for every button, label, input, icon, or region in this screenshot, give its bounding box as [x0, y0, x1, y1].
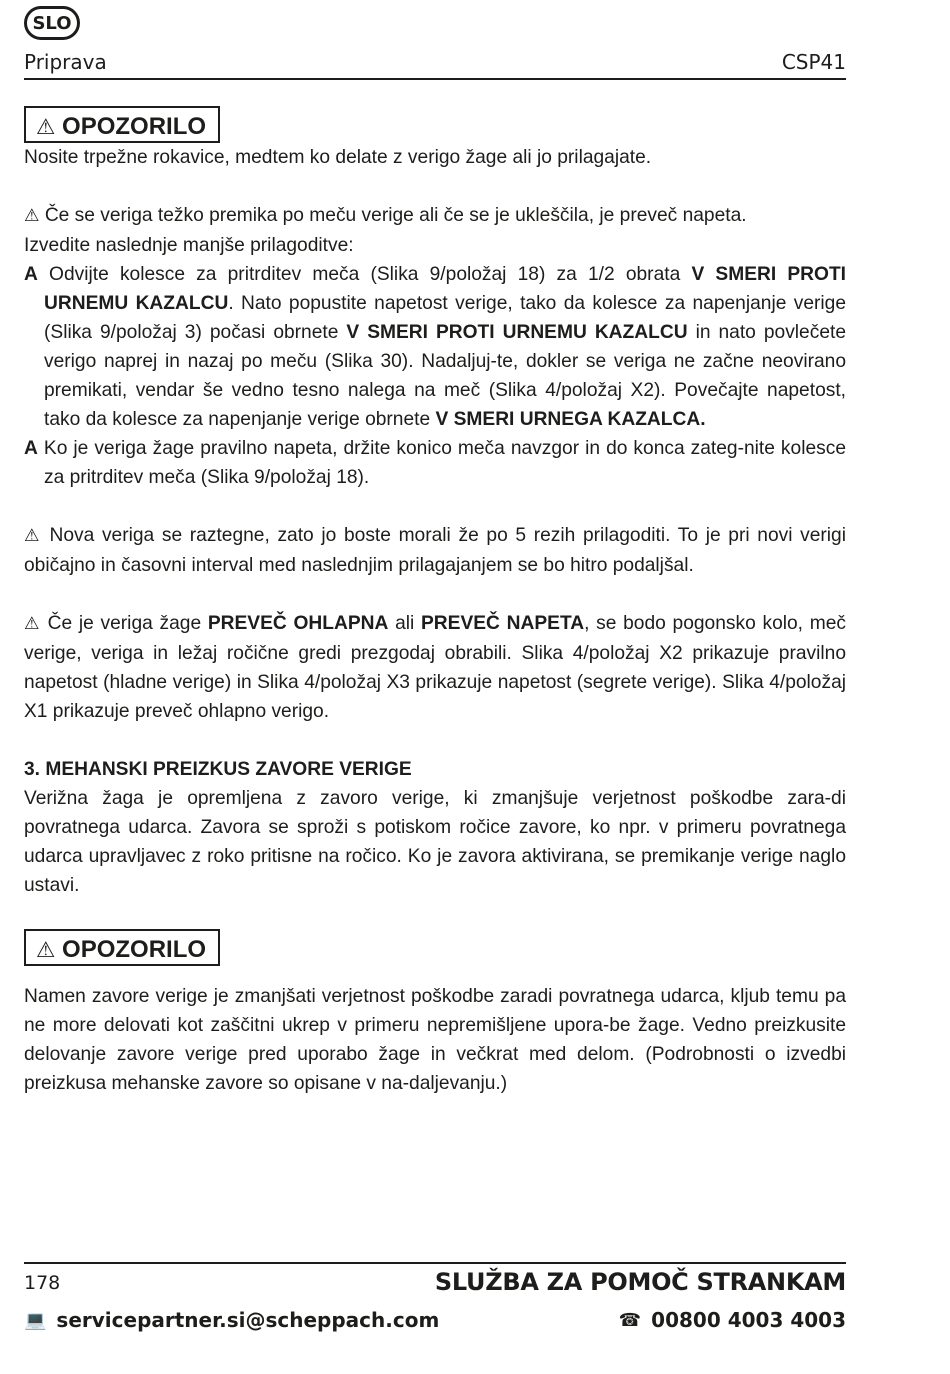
section-heading: 3. MEHANSKI PREIZKUS ZAVORE VERIGE [24, 759, 412, 780]
brake-description: Verižna žaga je opremljena z zavoro verige, ki zmanjšuje verjetnost poškodbe zara-di povratnega udarca. Zavora se sproži s potiskom ročice zavore, ko npr. v primeru povratnega udarca upravljavec z roko pritisne na ročico. Ko je zavora aktivirana, se premikanje verige naglo ustavi. [24, 788, 846, 896]
service-phone [619, 1308, 846, 1332]
warning-triangle-icon: ⚠ [36, 938, 56, 963]
step-letter: A [24, 438, 38, 459]
telephone-icon: ☎ [618, 1309, 642, 1331]
email-text: servicepartner.si@scheppach.com [56, 1308, 440, 1332]
manual-page [24, 0, 846, 1374]
model-number: CSP41 [781, 50, 846, 74]
language-badge [24, 6, 80, 40]
warning-triangle-icon: ⚠ [24, 614, 41, 634]
warning-label: OPOZORILO [62, 113, 207, 140]
warning-triangle-icon: ⚠ [24, 206, 40, 226]
glove-warning-text: Nosite trpežne rokavice, medtem ko delate z verigo žage ali jo prilagajate. [24, 147, 652, 168]
section-name: Priprava [24, 50, 107, 74]
page-content [24, 106, 846, 1098]
tension-intro: ⚠ Če se veriga težko premika po meču verige ali če se je ukleščila, je preveč napeta. [24, 205, 747, 226]
wear-warning: ⚠ Če je veriga žage PREVEČ OHLAPNA ali PREVEČ NAPETA, se bodo pogonsko kolo, meč verige, veriga in ležaj ročične gredi prezgodaj obrabili. Slika 4/položaj X2 prikazuje pravilno napetost (hladne verige) in Slika 4/položaj X3 prikazuje napetost (segrete verige). Slika 4/položaj X1 prikazuje preveč ohlapno verigo. [24, 613, 846, 722]
footer-divider [24, 1262, 846, 1264]
step-letter: A [24, 264, 38, 285]
tension-intro-2: Izvedite naslednje manjše prilagoditve: [24, 235, 354, 256]
language-code: SLO [32, 12, 72, 34]
warning-triangle-icon: ⚠ [36, 115, 56, 140]
new-chain-note: ⚠ Nova veriga se raztegne, zato jo boste morali že po 5 rezih prilagoditi. To je pri novi verigi običajno in časovni interval med naslednjim prilagajanjem se bo hitro podaljšal. [24, 525, 846, 576]
service-email [24, 1308, 439, 1332]
warning-triangle-icon: ⚠ [24, 526, 42, 546]
warning-label: OPOZORILO [62, 936, 207, 963]
phone-text: 00800 4003 4003 [651, 1308, 846, 1332]
adjustment-step: A Odvijte kolesce za pritrditev meča (Slika 9/položaj 18) za 1/2 obrata V SMERI PROTI URNEMU KAZALCU. Nato popustite napetost verige, tako da kolesce za napenjanje verige (Slika 9/položaj 3) počasi obrnete V SMERI PROTI URNEMU KAZALCU in nato povlečete verigo naprej in nazaj po meču (Slika 30). Nadaljuj-te, dokler se veriga ne začne neovirano premikati, vendar še vedno tesno nalega na meč (Slika 4/položaj X2). Povečajte napetost, tako da kolesce za napenjanje verige obrnete V SMERI URNEGA KAZALCA. [24, 264, 847, 430]
warning-box [24, 106, 220, 143]
laptop-icon: 💻 [24, 1309, 47, 1331]
brake-warning-text: Namen zavore verige je zmanjšati verjetnost poškodbe zaradi povratnega udarca, kljub temu pa ne more delovati kot zaščitni ukrep v primeru nepremišljene upora-be žage. Vedno preizkusite delovanje zavore verige pred uporabo žage in večkrat med delom. (Podrobnosti o izvedbi preizkusa mehanske zavore so opisane v na-daljevanju.) [24, 986, 846, 1094]
warning-box [24, 929, 220, 966]
page-number: 178 [24, 1272, 61, 1294]
adjustment-step: A Ko je veriga žage pravilno napeta, držite konico meča navzgor in do konca zateg-nite kolesce za pritrditev meča (Slika 9/položaj 18). [24, 438, 846, 488]
header-divider [24, 78, 846, 80]
customer-service-title: SLUŽBA ZA POMOČ STRANKAM [434, 1268, 846, 1296]
